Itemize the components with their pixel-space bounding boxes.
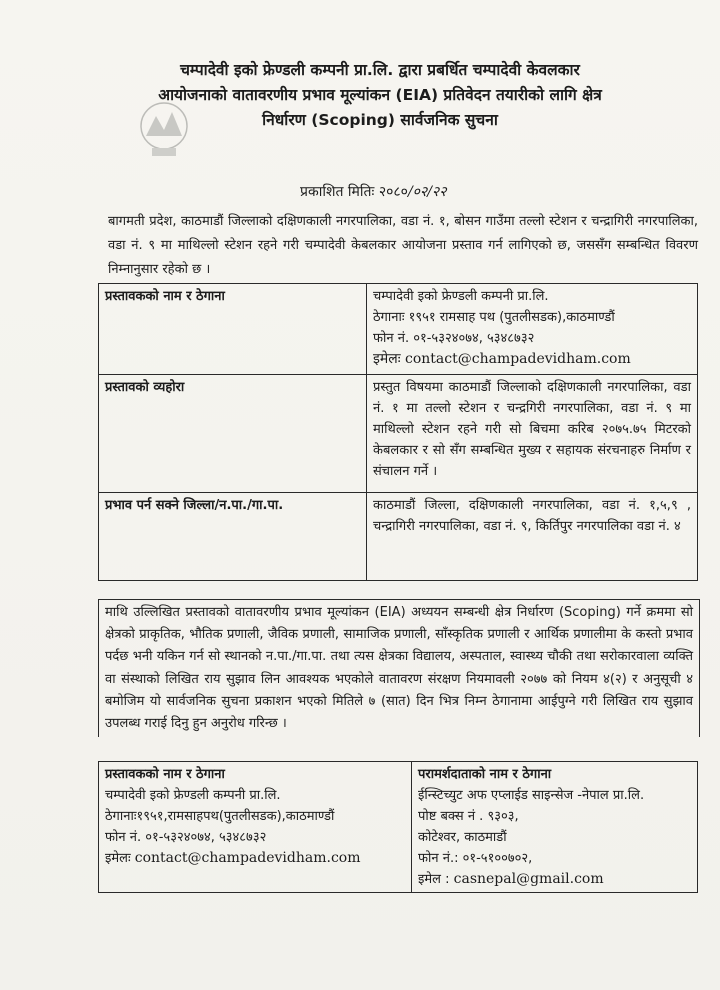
proponent-contact — [99, 762, 412, 893]
email-label: इमेल : — [418, 872, 450, 887]
table-row — [99, 762, 698, 893]
title-line-1: चम्पादेवी इको फ्रेण्डली कम्पनी प्रा.लि. द्वारा प्रबर्धित चम्पादेवी केवलकार — [180, 61, 580, 79]
table-row — [99, 375, 698, 493]
row-label: प्रस्तावको व्यहोरा — [99, 375, 367, 493]
consultant-contact — [412, 762, 698, 893]
table-row — [99, 284, 698, 375]
consultant-name: ईन्स्टिच्युट अफ एप्लाईड साइन्सेज -नेपाल प्रा.लि. — [418, 788, 645, 803]
proposal-description: प्रस्तुत विषयमा काठमाडौं जिल्लाको दक्षिणकाली नगरपालिका, वडा नं. १ मा तल्लो स्टेशन र चन्द्रगिरी नगरपालिका, वडा नं. ९ मा माथिल्लो स्टेशन रहने गरी सो बिचमा करिब २०७५.७५ मिटरको केबलकार र सो सँग सम्बन्धित मुख्य र सहायक संरचनाहरु निर्माण र संचालन गर्ने । — [367, 375, 698, 493]
proponent-name: चम्पादेवी इको फ्रेण्डली कम्पनी प्रा.लि. — [105, 788, 281, 803]
proponent-address: ठेगानाः १९५१ रामसाह पथ (पुतलीसडक),काठमाण्डौं — [373, 310, 615, 325]
published-handwritten-date: /०२/२२ — [407, 184, 447, 200]
proponent-email: इमेलः contact@champadevidham.com — [373, 351, 631, 367]
details-table — [98, 283, 698, 581]
proponent-heading: प्रस्तावकको नाम र ठेगाना — [105, 767, 225, 782]
consultant-email-line — [418, 869, 691, 890]
proponent-email-line — [105, 848, 405, 869]
row-label: प्रभाव पर्न सक्ने जिल्ला/न.पा./गा.पा. — [99, 493, 367, 581]
table-row — [99, 493, 698, 581]
intro-paragraph: बागमती प्रदेश, काठमाडौं जिल्लाको दक्षिणकाली नगरपालिका, वडा नं. १, बोसन गाउँमा तल्लो स्टेशन र चन्द्रागिरी नगरपालिका, वडा नं. ९ मा माथिल्लो स्टेशन रहने गरी चम्पादेवी केबलकार आयोजना प्रस्ताव गर्न लागिएको छ, जससँग सम्बन्धित विवरण निम्नानुसार रहेको छ । — [108, 214, 698, 277]
consultant-phone: फोन नं.: ०१-५१००७०२, — [418, 851, 533, 866]
contacts-table — [98, 761, 698, 893]
published-label: प्रकाशित मितिः — [300, 184, 375, 200]
email-label: इमेलः — [105, 851, 131, 866]
notice-paragraph: माथि उल्लिखित प्रस्तावको वातावरणीय प्रभाव मूल्यांकन (EIA) अध्ययन सम्बन्धी क्षेत्र निर्धारण (Scoping) गर्ने क्रममा सो क्षेत्रको प्राकृतिक, भौतिक प्रणाली, जैविक प्रणाली, सामाजिक प्रणाली, साँस्कृतिक प्रणाली र आर्थिक प्रणालीमा के कस्तो प्रभाव पर्दछ भनी यकिन गर्न सो स्थानको न.पा./गा.पा. तथा त्यस क्षेत्रका विद्यालय, अस्पताल, स्वास्थ्य चौकी तथा सरोकारवाला व्यक्ति वा संस्थाको लिखित राय सुझाव लिन आवश्यक भएकोले वातावरण संरक्षण नियमावली २०७७ को नियम ४(२) र अनुसूची ४ बमोजिम यो सार्वजनिक सुचना प्रकाशन भएको मितिले ७ (सात) दिन भित्र निम्न ठेगानामा आईपुग्ने गरी लिखित राय सुझाव उपलब्ध गराई दिनु हुन अनुरोध गरिन्छ । — [98, 599, 700, 737]
consultant-email[interactable]: casnepal@gmail.com — [453, 871, 604, 887]
page-title — [100, 58, 660, 133]
title-line-2: आयोजनाको वातावरणीय प्रभाव मूल्यांकन (EIA) प्रतिवेदन तयारीको लागि क्षेत्र — [158, 86, 602, 104]
affected-areas: काठमाडौं जिल्ला, दक्षिणकाली नगरपालिका, वडा नं. १,५,९ , चन्द्रागिरी नगरपालिका, वडा नं. ९, किर्तिपुर नगरपालिका वडा नं. ४ — [367, 493, 698, 581]
consultant-heading: परामर्शदाताको नाम र ठेगाना — [418, 767, 552, 782]
proponent-name: चम्पादेवी इको फ्रेण्डली कम्पनी प्रा.लि. — [373, 289, 549, 304]
consultant-address: कोटेश्वर, काठमाडौं — [418, 830, 507, 845]
title-line-3: निर्धारण (Scoping) सार्वजनिक सुचना — [262, 111, 498, 129]
published-year: २०८० — [378, 184, 408, 200]
proponent-address: ठेगानाः१९५१,रामसाहपथ(पुतलीसडक),काठमाण्डौं — [105, 809, 335, 824]
proponent-phone: फोन नं. ०१-५३२४०७४, ५३४८७३२ — [105, 830, 267, 845]
proponent-email[interactable]: contact@champadevidham.com — [134, 850, 361, 866]
proponent-phone: फोन नं. ०१-५३२४०७४, ५३४८७३२ — [373, 331, 535, 346]
proponent-details — [367, 284, 698, 375]
published-date — [300, 182, 447, 201]
row-label: प्रस्तावकको नाम र ठेगाना — [99, 284, 367, 375]
consultant-po-box: पोष्ट बक्स नं . ९३०३, — [418, 809, 519, 824]
